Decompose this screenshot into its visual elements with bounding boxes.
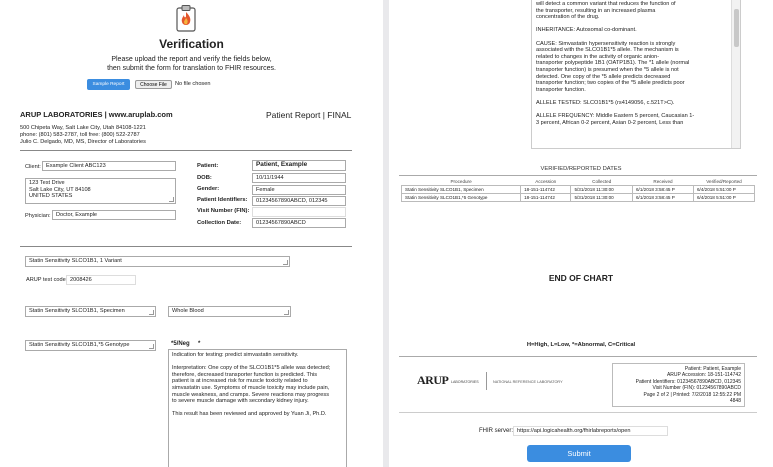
divider [399, 356, 757, 357]
interpretation-line [172, 359, 343, 366]
physician-label: Physician: [25, 213, 51, 219]
notes-line [536, 107, 726, 114]
divider [20, 246, 352, 247]
lab-phone: phone: (801) 583-2787, toll free: (800) 522-2787 [20, 132, 140, 138]
verified-dates-table [401, 178, 755, 202]
notes-line: the transporter, resulting in an increased plasma [536, 7, 656, 14]
collection-date-input[interactable]: 01234567890ABCD [252, 218, 346, 228]
interpretation-line: simvastatin use. Symptoms of muscle toxicity may include pain, [172, 384, 330, 391]
notes-line [536, 93, 726, 100]
divider [20, 150, 352, 151]
upload-panel [0, 0, 383, 467]
footer-line: Patient Identifiers: 01234567890ABCD, 012345 [635, 378, 741, 385]
client-address-line: 123 Test Drive [29, 180, 65, 186]
dob-input[interactable]: 10/11/1944 [252, 173, 346, 183]
notes-scrollbar-thumb[interactable] [734, 9, 739, 47]
patient-label: Patient: [197, 163, 219, 169]
table-cell[interactable]: 6/1/2018 3:58:45 P [633, 194, 694, 202]
notes-line: transporter function; two copies of the *5 allele predicts poor [536, 80, 685, 87]
instructions-line-2: then submit the form for translation to FHIR resources. [107, 65, 276, 72]
interpretation-line: Interpretation: One copy of the SLCO1B1*5 allele was detected; [172, 365, 331, 372]
report-title: Patient Report | FINAL [266, 110, 352, 120]
visit-number-input[interactable] [252, 207, 346, 217]
gender-input[interactable]: Female [252, 185, 346, 195]
specimen-label-textarea[interactable] [25, 306, 156, 317]
interpretation-line: patient is at increased risk for muscle toxicity related to [172, 378, 308, 385]
table-cell[interactable]: 5/31/2018 11:30:00 [571, 194, 633, 202]
column-header: Procedure [450, 179, 472, 184]
verified-dates-title: VERIFIED/REPORTED DATES [540, 166, 622, 172]
specimen-value-textarea[interactable] [168, 306, 291, 317]
interpretation-line [172, 405, 343, 412]
notes-line [536, 21, 726, 28]
interpretation-line: muscle weakness, and cramps. Severe reactions may progress [172, 391, 330, 398]
column-header: Received [653, 179, 673, 184]
genotype-value: *5/Neg [171, 341, 190, 347]
footer-line: Visit Number (FIN): 01234567890ABCD [652, 385, 741, 392]
notes-line: CAUSE: Simvastatin hypersensitivity reaction is strongly [536, 40, 676, 47]
table-cell[interactable]: Statin Sensitivity SLCO1B1,*5 Genotype [402, 194, 521, 202]
genotype-label-value: Statin Sensitivity SLCO1B1,*5 Genotype [29, 342, 130, 348]
genotype-label-textarea[interactable] [25, 340, 156, 351]
interpretation-line: Indication for testing: predict simvastatin sensitivity. [172, 352, 299, 358]
notes-line: associated with the SLCO1B1*5 allele. The mechanism is [536, 47, 679, 54]
sample-report-button[interactable]: Sample Report [87, 79, 130, 90]
footer-patient-box [612, 363, 745, 407]
notes-line: detected. One copy of the *5 allele predicts decreased [536, 73, 671, 80]
arup-logo: ARUP [417, 373, 449, 387]
lab-director: Julio C. Delgado, MD, MS, Director of Laboratories [20, 139, 146, 145]
client-address-line: Salt Lake City, UT 84108 [29, 186, 91, 193]
interpretation-textarea[interactable] [168, 349, 347, 467]
gender-label: Gender: [197, 186, 220, 192]
divider [399, 412, 757, 413]
notes-line: ALLELE TESTED: SLCO1B1*5 (rs4149056, c.521T>C). [536, 99, 675, 106]
footer-line: 4848 [729, 398, 741, 405]
lab-address: 500 Chipeta Way, Salt Lake City, Utah 84108-1221 [20, 125, 146, 131]
notes-textarea[interactable] [531, 0, 741, 149]
divider [399, 175, 757, 176]
interpretation-line: This result has been reviewed and approved by Yuan Ji, Ph.D. [172, 411, 327, 418]
test-code-input[interactable]: 2008426 [66, 275, 136, 285]
table-row [402, 194, 755, 202]
notes-line: transporter function. [536, 86, 586, 93]
notes-line: 3 percent, African 0-2 percent, Asian 0-2 percent, Less than [536, 119, 684, 126]
client-address-line: UNITED STATES [29, 193, 73, 200]
table-cell[interactable]: Statin Sensitivity SLCO1B1, Specimen [402, 186, 521, 194]
fhir-server-input[interactable]: https://api.logicahealth.org/fhirlabreports/open [513, 426, 668, 436]
table-cell[interactable]: 18-151-114742 [521, 186, 571, 194]
dob-label: DOB: [197, 175, 212, 181]
table-cell[interactable]: 6/4/2018 5:51:00 P [693, 194, 754, 202]
lab-name: ARUP LABORATORIES | www.aruplab.com [20, 110, 173, 119]
table-header-row [402, 178, 755, 186]
end-of-chart: END OF CHART [548, 273, 614, 283]
patient-identifiers-input[interactable]: 01234567890ABCD, 012345 [252, 196, 346, 206]
notes-line: concentration of the drug. [536, 14, 600, 21]
genotype-flag: * [198, 341, 201, 347]
report-panel [389, 0, 773, 467]
footer-line: ARUP Accession: 18-151-114742 [666, 372, 741, 379]
page-title: Verification [159, 37, 224, 51]
notes-line: transporter function) is presumed when the *5 allele is not [536, 66, 679, 73]
footer-line: Page 2 of 2 | Printed: 7/2/2018 12:55:22 PM [643, 391, 741, 398]
interpretation-line: to severe muscle damage with secondary kidney injury. [172, 398, 309, 405]
test-name-value: Statin Sensitivity SLCO1B1, 1 Variant [29, 258, 122, 264]
notes-scrollbar[interactable] [731, 0, 740, 148]
client-label: Client: [25, 164, 41, 170]
physician-input[interactable]: Doctor, Example [52, 210, 176, 220]
national-reference: NATIONAL REFERENCE LABORATORY [493, 380, 563, 384]
collection-date-label: Collection Date: [197, 220, 242, 226]
notes-line: will detect a common variant that reduces the function of [536, 1, 676, 7]
fhir-server-label: FHIR server: [479, 428, 514, 434]
specimen-label-value: Statin Sensitivity SLCO1B1, Specimen [29, 308, 125, 314]
instructions-line-1: Please upload the report and verify the fields below, [111, 56, 272, 63]
test-name-textarea[interactable] [25, 256, 290, 267]
footer-line: Patient: Patient, Example [684, 366, 741, 372]
choose-file-button[interactable]: Choose File [135, 80, 172, 89]
table-cell[interactable]: 18-151-114742 [521, 194, 571, 202]
client-input[interactable]: Example Client ABC123 [42, 161, 176, 171]
notes-line: transporter polypeptide 1B1 (OATP1B1). The *1 allele (normal [536, 60, 690, 67]
interpretation-line: therefore, decreased transporter function is predicted. This [172, 371, 318, 378]
notes-line: related to changes in the activity of organic anion- [536, 53, 660, 60]
table-row [402, 186, 755, 194]
notes-line: ALLELE FREQUENCY: Middle Eastern 5 percent, Caucasian 1- [536, 113, 695, 120]
table-cell[interactable]: 6/1/2018 3:58:45 P [633, 186, 694, 194]
flag-legend: H=High, L=Low, *=Abnormal, C=Critical [526, 342, 636, 348]
arup-logo-subtext: LABORATORIES [451, 380, 479, 384]
table-cell[interactable]: 5/31/2018 11:30:00 [571, 186, 633, 194]
column-header: Accession [535, 179, 557, 184]
visit-number-label: Visit Number (FIN): [197, 208, 250, 214]
client-address-textarea[interactable] [25, 178, 176, 204]
clipboard-fire-icon [174, 4, 198, 32]
column-header: Collected [592, 179, 612, 184]
submit-button[interactable]: Submit [527, 445, 631, 462]
notes-line [536, 34, 726, 41]
column-header: Verified/Reported [706, 179, 742, 184]
logo-divider [486, 372, 487, 390]
no-file-label: No file chosen [175, 81, 211, 87]
patient-input[interactable]: Patient, Example [252, 160, 346, 171]
patient-identifiers-label: Patient Identifiers: [197, 197, 248, 203]
test-code-label: ARUP test code [26, 277, 66, 283]
specimen-value: Whole Blood [172, 308, 204, 314]
table-cell[interactable]: 6/4/2018 5:51:00 P [693, 186, 754, 194]
notes-line: INHERITANCE: Autosomal co-dominant. [536, 27, 637, 34]
